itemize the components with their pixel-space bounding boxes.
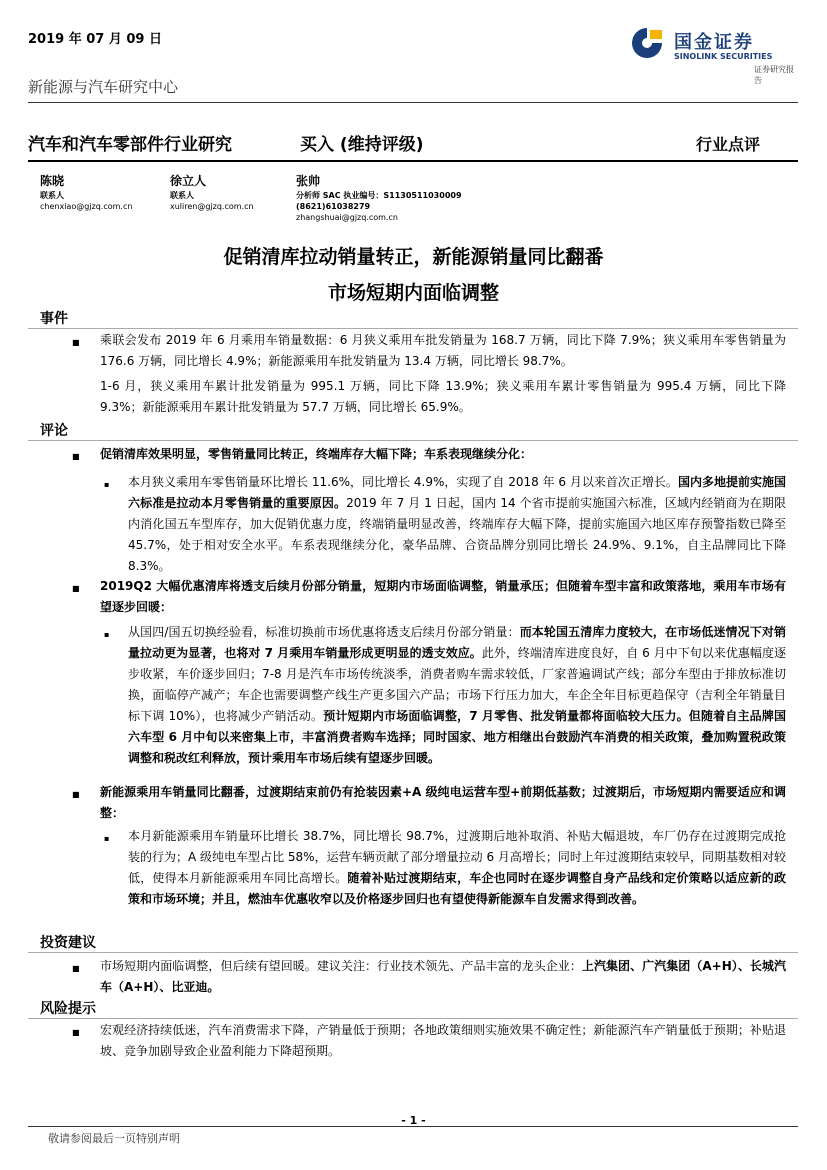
- author-name: 张帅: [296, 174, 321, 188]
- report-title: 促销清库拉动销量转正，新能源销量同比翻番: [223, 246, 604, 268]
- comment-heading: 2019Q2 大幅优惠清库将透支后续月份部分销量，短期内市场面临调整，销量承压；但随着车型丰富和政策落地，乘用车市场有望逐步回暖：: [100, 579, 786, 614]
- report-date: 2019 年 07 月 09 日: [28, 32, 162, 47]
- logo-subtitle: 证券研究报告: [754, 65, 794, 85]
- section-divider: [28, 1018, 798, 1019]
- bullet-square-icon: ■: [72, 1028, 80, 1037]
- author-block: [40, 176, 132, 212]
- bullet-square-icon: ■: [72, 584, 80, 593]
- author-role: 联系人: [40, 191, 64, 200]
- bullet-square-icon: ▪: [104, 480, 110, 489]
- author-block: [170, 176, 254, 212]
- industry-name: 汽车和汽车零部件行业研究: [28, 135, 232, 155]
- report-type: 行业点评: [696, 135, 761, 154]
- event-paragraph: 乘联会发布 2019 年 6 月乘用车销量数据：6 月狭义乘用车批发销量为 168.7 万辆，同比下降 7.9%；狭义乘用车零售销量为 176.6 万辆，同比增长 4.9%；新能源乘用车批发销量为 13.4 万辆，同比增长 98.7%。: [100, 333, 786, 368]
- rating: 买入 (维持评级): [300, 135, 424, 155]
- section-heading-comment: 评论: [40, 423, 68, 439]
- research-center: 新能源与汽车研究中心: [28, 78, 179, 96]
- author-email: xuliren@gjzq.com.cn: [170, 202, 254, 211]
- section-divider: [28, 952, 798, 953]
- comment-paragraph: 本月狭义乘用车零售销量环比增长 11.6%，同比增长 4.9%，实现了自 2018 年 6 月以来首次正增长。国内多地提前实施国六标准是拉动本月零售销量的重要原因。2019 年 7 月 1 日起，国内 14 个省市提前实施国六标准，区域内经销商为在期限内消化国五车型库存，加大促销优惠力度，终端销量明显改善，终端库存大幅下降，提前实施国六地区库存预警指数已降至 45.7%，处于相对安全水平。车系表现继续分化，豪华品牌、合资品牌分别同比增长 24.9%、9.1%，自主品牌同比下降 8.3%。: [128, 475, 786, 573]
- event-paragraph: 1-6 月，狭义乘用车累计批发销量为 995.1 万辆，同比下降 13.9%；狭义乘用车累计零售销量为 995.4 万辆，同比下降 9.3%；新能源乘用车累计批发销量为 57.7 万辆，同比增长 65.9%。: [100, 379, 786, 414]
- company-logo: [630, 24, 800, 85]
- bullet-square-icon: ■: [72, 338, 80, 347]
- author-email: chenxiao@gjzq.com.cn: [40, 202, 133, 211]
- section-heading-invest: 投资建议: [40, 935, 96, 951]
- logo-mark-icon: [630, 26, 664, 60]
- disclaimer-note: 敬请参阅最后一页特别声明: [48, 1132, 180, 1145]
- comment-heading: 促销清库效果明显，零售销量同比转正，终端库存大幅下降；车系表现继续分化：: [100, 447, 533, 461]
- bullet-square-icon: ▪: [104, 630, 110, 639]
- comment-heading: 新能源乘用车销量同比翻番，过渡期结束前仍有抢装因素+A 级纯电运营车型+前期低基数；过渡期后，市场短期内需要适应和调整：: [100, 785, 786, 820]
- author-block: [296, 176, 462, 223]
- comment-paragraph: 本月新能源乘用车销量环比增长 38.7%，同比增长 98.7%，过渡期后地补取消、补贴大幅退坡，车厂仍存在过渡期完成抢装的行为；A 级纯电车型占比 58%，运营车辆贡献了部分增量拉动 6 月高增长；同时上年过渡期结束较早，同期基数相对较低，使得本月新能源乘用车同比高增长。随着补贴过渡期结束，车企也同时在逐步调整自身产品线和定价策略以适应新的政策和市场环境；并且，燃油车优惠收窄以及价格逐步回归也有望使得新能源车自发需求得到改善。: [128, 829, 786, 906]
- section-heading-risk: 风险提示: [40, 1001, 96, 1017]
- author-phone: (8621)61038279: [296, 202, 371, 211]
- title-divider: [28, 160, 798, 162]
- section-divider: [28, 440, 798, 441]
- logo-chinese-name: 国金证券: [674, 32, 754, 53]
- section-divider: [28, 328, 798, 329]
- section-heading-event: 事件: [40, 311, 68, 327]
- bullet-square-icon: ■: [72, 452, 80, 461]
- author-name: 陈晓: [40, 174, 65, 188]
- header-divider: [28, 102, 798, 103]
- logo-english-name: SINOLINK SECURITIES: [674, 52, 773, 61]
- author-sac-id: 分析师 SAC 执业编号：S1130511030009: [296, 191, 462, 200]
- footer-divider: [28, 1126, 798, 1127]
- report-subtitle: 市场短期内面临调整: [327, 282, 499, 304]
- risk-paragraph: 宏观经济持续低迷，汽车消费需求下降，产销量低于预期；各地政策细则实施效果不确定性；新能源汽车产销量低于预期；补贴退坡、竞争加剧导致企业盈利能力下降超预期。: [100, 1023, 786, 1058]
- invest-paragraph: 市场短期内面临调整，但后续有望回暖。建议关注：行业技术领先、产品丰富的龙头企业：上汽集团、广汽集团（A+H）、长城汽车（A+H）、比亚迪。: [100, 959, 786, 994]
- page-number: - 1 -: [401, 1114, 426, 1127]
- bullet-square-icon: ■: [72, 964, 80, 973]
- author-name: 徐立人: [170, 174, 207, 188]
- bullet-square-icon: ■: [72, 790, 80, 799]
- bullet-square-icon: ▪: [104, 834, 110, 843]
- author-email: zhangshuai@gjzq.com.cn: [296, 213, 398, 222]
- author-role: 联系人: [170, 191, 194, 200]
- comment-paragraph: 从国四/国五切换经验看，标准切换前市场优惠将透支后续月份部分销量：而本轮国五清库力度较大，在市场低迷情况下对销量拉动更为显著，也将对 7 月乘用车销量形成更明显的透支效应。此外，终端清库进度良好，自 6 月中下旬以来优惠幅度逐步收紧，车价逐步回归；7-8 月是汽车市场传统淡季，消费者购车需求较低，厂家普遍调试产线；部分车型由于排放标准切换，面临停产减产；车企也需要调整产线生产更多国六产品；市场下行压力加大，车企全年目标更趋保守（吉利全年销量目标下调 10%），也将减少产销活动。预计短期内市场面临调整，7 月零售、批发销量都将面临较大压力。但随着自主品牌国六车型 6 月中旬以来密集上市，丰富消费者购车选择；同时国家、地方相继出台鼓励汽车消费的相关政策，叠加购置税政策调整和税改红利释放，预计乘用车市场后续有望逐步回暖。: [128, 625, 786, 765]
